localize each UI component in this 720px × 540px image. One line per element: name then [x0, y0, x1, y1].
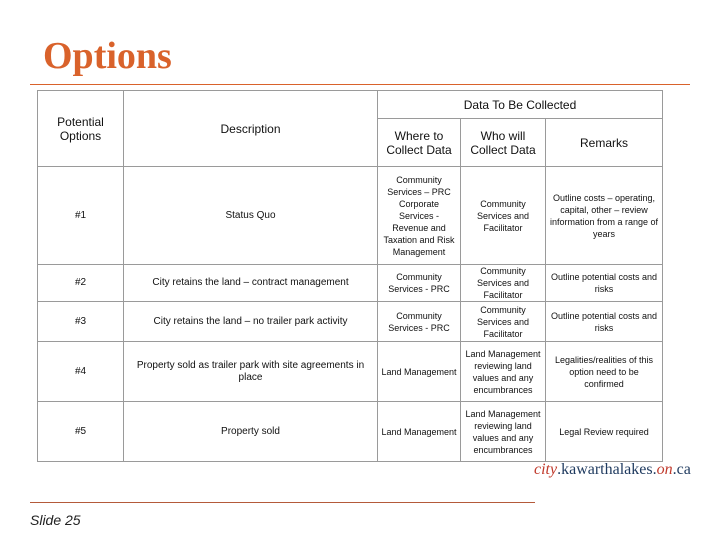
cell-description: City retains the land – contract management [124, 265, 378, 302]
cell-where: Community Services – PRC Corporate Services - Revenue and Taxation and Risk Management [378, 167, 461, 265]
header-description: Description [124, 91, 378, 167]
cell-description: Property sold as trailer park with site agreements in place [124, 342, 378, 402]
logo-part-ca: .ca [672, 461, 691, 478]
cell-who: Land Management reviewing land values and any encumbrances [461, 402, 546, 462]
cell-option: #1 [38, 167, 124, 265]
cell-option: #2 [38, 265, 124, 302]
logo-part-on: on [656, 461, 673, 478]
slide-number: Slide 25 [30, 512, 81, 528]
cell-where: Community Services - PRC [378, 302, 461, 342]
header-data-to-be-collected: Data To Be Collected [378, 91, 663, 119]
table-row [38, 402, 663, 462]
page-title: Options [43, 35, 172, 77]
cell-who: Community Services and Facilitator [461, 265, 546, 302]
header-potential-options: Potential Options [38, 91, 124, 167]
header-remarks: Remarks [546, 119, 663, 167]
cell-remarks: Legalities/realities of this option need to be confirmed [546, 342, 663, 402]
cell-description: City retains the land – no trailer park activity [124, 302, 378, 342]
cell-remarks: Outline costs – operating, capital, other – review information from a range of years [546, 167, 663, 265]
cell-where: Community Services - PRC [378, 265, 461, 302]
cell-option: #5 [38, 402, 124, 462]
table-row [38, 342, 663, 402]
table-row [38, 302, 663, 342]
cell-where: Land Management [378, 342, 461, 402]
footer-divider [30, 502, 535, 503]
cell-who: Community Services and Facilitator [461, 167, 546, 265]
header-who: Who will Collect Data [461, 119, 546, 167]
cell-remarks: Outline potential costs and risks [546, 302, 663, 342]
table-row [38, 167, 663, 265]
cell-remarks: Outline potential costs and risks [546, 265, 663, 302]
cell-who: Community Services and Facilitator [461, 302, 546, 342]
cell-description: Property sold [124, 402, 378, 462]
logo-part-domain: .kawarthalakes. [557, 461, 657, 478]
table-header-row [38, 91, 663, 119]
logo-part-city: city [534, 461, 558, 478]
options-table [37, 90, 663, 462]
cell-option: #4 [38, 342, 124, 402]
cell-remarks: Legal Review required [546, 402, 663, 462]
cell-description: Status Quo [124, 167, 378, 265]
cell-who: Land Management reviewing land values and any encumbrances [461, 342, 546, 402]
title-divider [30, 84, 690, 85]
cell-option: #3 [38, 302, 124, 342]
city-logo [534, 461, 691, 479]
header-where: Where to Collect Data [378, 119, 461, 167]
cell-where: Land Management [378, 402, 461, 462]
table-row [38, 265, 663, 302]
